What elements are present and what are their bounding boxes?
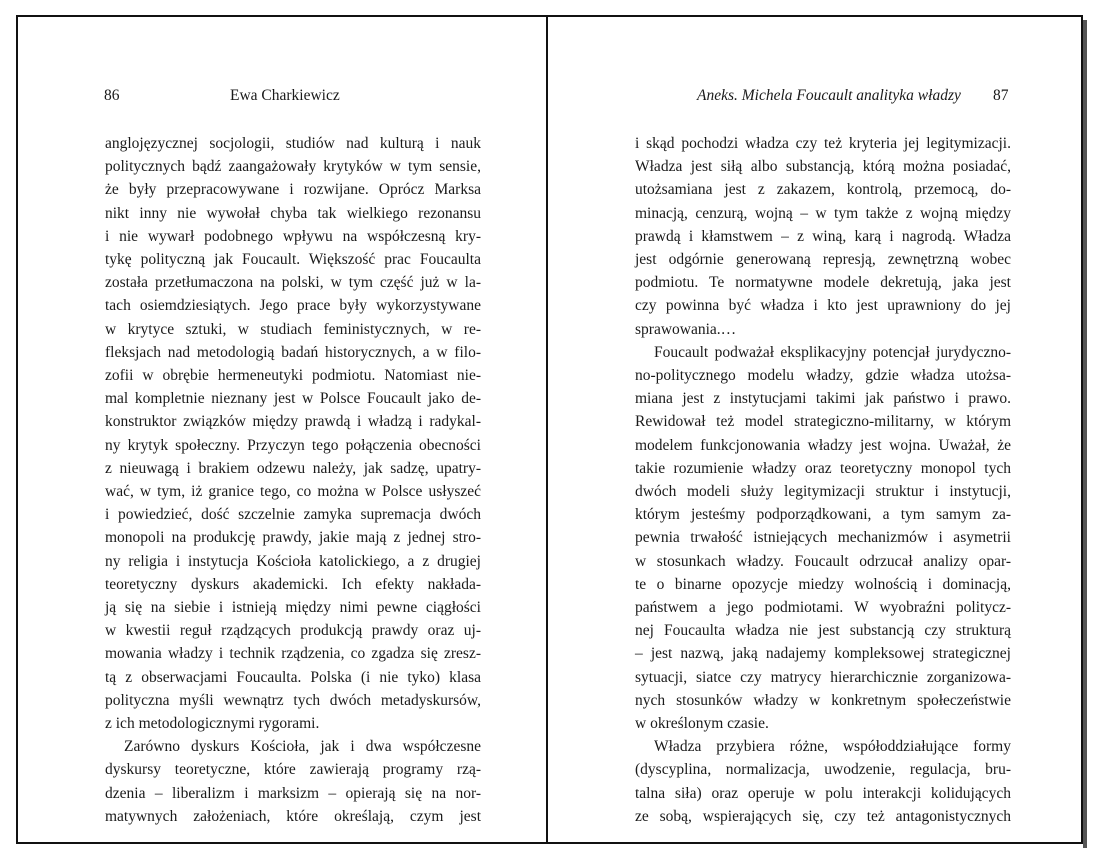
text-line: fleksjach nad metodologią badań historycznych, a w filo-	[105, 343, 481, 361]
text-line: – jest nazwą, jaką nadajemy kompleksowej strategicznej	[635, 645, 1011, 663]
text-line: Foucault podważał eksplikacyjny potencjał jurydyczno-	[654, 343, 1011, 361]
text-line: anglojęzycznej socjologii, studiów nad kulturą i nauk	[105, 135, 481, 152]
text-line: takie rozumienie władzy oraz teoretyczny monopol tych	[635, 459, 1011, 477]
text-line: mal kompletnie nieznany jest w Polsce Foucault jako de-	[105, 390, 481, 408]
running-head-left: Ewa Charkiewicz	[230, 87, 340, 104]
text-line: że były przepracowywane i rozwijane. Oprócz Marksa	[105, 181, 481, 199]
text-line: nej Foucaulta władza nie jest substancją czy strukturą	[635, 622, 1011, 640]
text-line: minacją, cenzurą, wojną – w tym także z wojną między	[635, 204, 1011, 222]
right-body-text	[635, 132, 1011, 828]
text-line: ją się na siebie i istnieją między nimi pewne ciągłości	[105, 599, 481, 617]
text-line: z ich metodologicznymi rygorami.	[105, 715, 320, 733]
text-line: dwóch modeli służy legitymizacji struktur i instytucji,	[635, 483, 1011, 501]
left-body-text	[105, 132, 481, 828]
text-line: tą z obserwacjami Foucaulta. Polska (i nie tyko) klasa	[105, 668, 481, 686]
text-line: jest odgórnie generowaną represją, zewnętrzną wobec	[635, 251, 1011, 269]
left-page	[18, 17, 548, 842]
text-line: ze sobą, wspierających się, czy też antagonistycznych	[635, 807, 1011, 825]
text-line: i powiedzieć, dość szczelnie zamyka supremacja dwóch	[105, 506, 481, 524]
text-line: z nieuwagą i brakiem odzewu należy, jak sadzę, upatry-	[105, 459, 481, 477]
text-line: prawdą i kłamstwem – z winą, karą i nagrodą. Władza	[635, 227, 1011, 245]
text-line: Władza przybiera różne, współoddziałujące formy	[654, 738, 1011, 756]
text-line: została przetłumaczona na polski, w tym część już w la-	[105, 274, 481, 292]
text-line: ny religia i instytucja Kościoła katolickiego, a z drugiej	[105, 552, 481, 570]
text-line: Zarówno dyskurs Kościoła, jak i dwa współczesne	[124, 738, 481, 756]
text-line: tach osiemdziesiątych. Jego prace były wykorzystywane	[105, 297, 481, 315]
text-line: Władza jest siłą albo substancją, którą można posiadać,	[635, 158, 1011, 176]
text-line: zofii w obrębie hermeneutyki podmiotu. Natomiast nie-	[105, 367, 481, 385]
text-line: i nie wywarł podobnego wpływu na współczesną kry-	[105, 227, 481, 245]
text-line: ny krytyk społeczny. Przyczyn tego połączenia obecności	[105, 436, 481, 454]
text-line: polityczna myśli wewnątrz tych dwóch metadyskursów,	[105, 691, 481, 709]
text-line: miana jest z instytucjami takimi jak państwo i prawo.	[635, 390, 1011, 408]
text-line: sprawowania.…	[635, 320, 737, 338]
text-line: pewnia trwałość istniejących mechanizmów i asymetrii	[635, 529, 1011, 547]
text-line: w stosunkach władzy. Foucault odrzucał analizy opar-	[635, 552, 1011, 570]
text-line: mowania władzy i technik rządzenia, co zgadza się zresz-	[105, 645, 481, 663]
text-line: monopoli na produkcję prawdy, jakie mają z jednej stro-	[105, 529, 481, 547]
text-line: talna siła) oraz operuje w polu interakcji kolidujących	[635, 784, 1011, 802]
text-line: politycznych bądź zaangażowały krytyków w tym sensie,	[105, 158, 481, 176]
text-line: którym jesteśmy podporządkowani, a tym samym za-	[635, 506, 1011, 524]
book-spread	[16, 15, 1083, 844]
text-line: teoretyczny dyskurs akademicki. Ich efekty nakłada-	[105, 575, 481, 593]
text-line: i skąd pochodzi władza czy też kryteria jej legitymizacji.	[635, 135, 1011, 152]
text-line: podmiotu. Te normatywne modele dekretują, jaka jest	[635, 274, 1011, 292]
text-line: te o binarne opozycje miedzy wolnością i dominacją,	[635, 575, 1011, 593]
text-line: tykę polityczną jak Foucault. Większość prac Foucaulta	[105, 251, 481, 269]
page-number-right: 87	[993, 87, 1009, 104]
text-line: w kwestii reguł rządzących produkcją prawdy oraz uj-	[105, 622, 481, 640]
text-line: państwem a jego podmiotami. W wyobraźni politycz-	[635, 599, 1011, 617]
page-edge-shadow	[1083, 20, 1087, 848]
right-page	[548, 17, 1081, 842]
text-line: w krytyce sztuki, w studiach feministycznych, w re-	[105, 320, 481, 338]
text-line: nych stosunków władzy w konkretnym społeczeństwie	[635, 691, 1011, 709]
text-line: dyskursy teoretyczne, które zawierają programy rzą-	[105, 761, 481, 779]
running-head-right: Aneks. Michela Foucault analityka władzy	[697, 87, 961, 104]
text-line: modelem funkcjonowania władzy jest wojna. Uważał, że	[635, 436, 1011, 454]
text-line: w określonym czasie.	[635, 715, 769, 733]
text-line: utożsamiana jest z zakazem, kontrolą, przemocą, do-	[635, 181, 1011, 199]
text-line: dzenia – liberalizm i marksizm – opierają się na nor-	[105, 784, 481, 802]
page-number-left: 86	[104, 87, 120, 104]
text-line: no-politycznego modelu władzy, gdzie władza utożsa-	[635, 367, 1011, 385]
text-line: nikt inny nie wywołał chyba tak wielkiego rezonansu	[105, 204, 481, 222]
text-line: wać, w tym, iż granice tego, co można w Polsce usłyszeć	[105, 483, 481, 501]
text-line: sytuacji, siatce czy matrycy hierarchicznie zorganizowa-	[635, 668, 1011, 686]
text-line: matywnych założeniach, które określają, czym jest	[105, 807, 481, 825]
text-line: konstruktor związków między prawdą i władzą i radykal-	[105, 413, 481, 431]
text-line: czy powinna być władza i kto jest uprawniony do jej	[635, 297, 1011, 315]
text-line: Rewidował też model strategiczno-militarny, w którym	[635, 413, 1011, 431]
text-line: (dyscyplina, normalizacja, uwodzenie, regulacja, bru-	[635, 761, 1011, 779]
